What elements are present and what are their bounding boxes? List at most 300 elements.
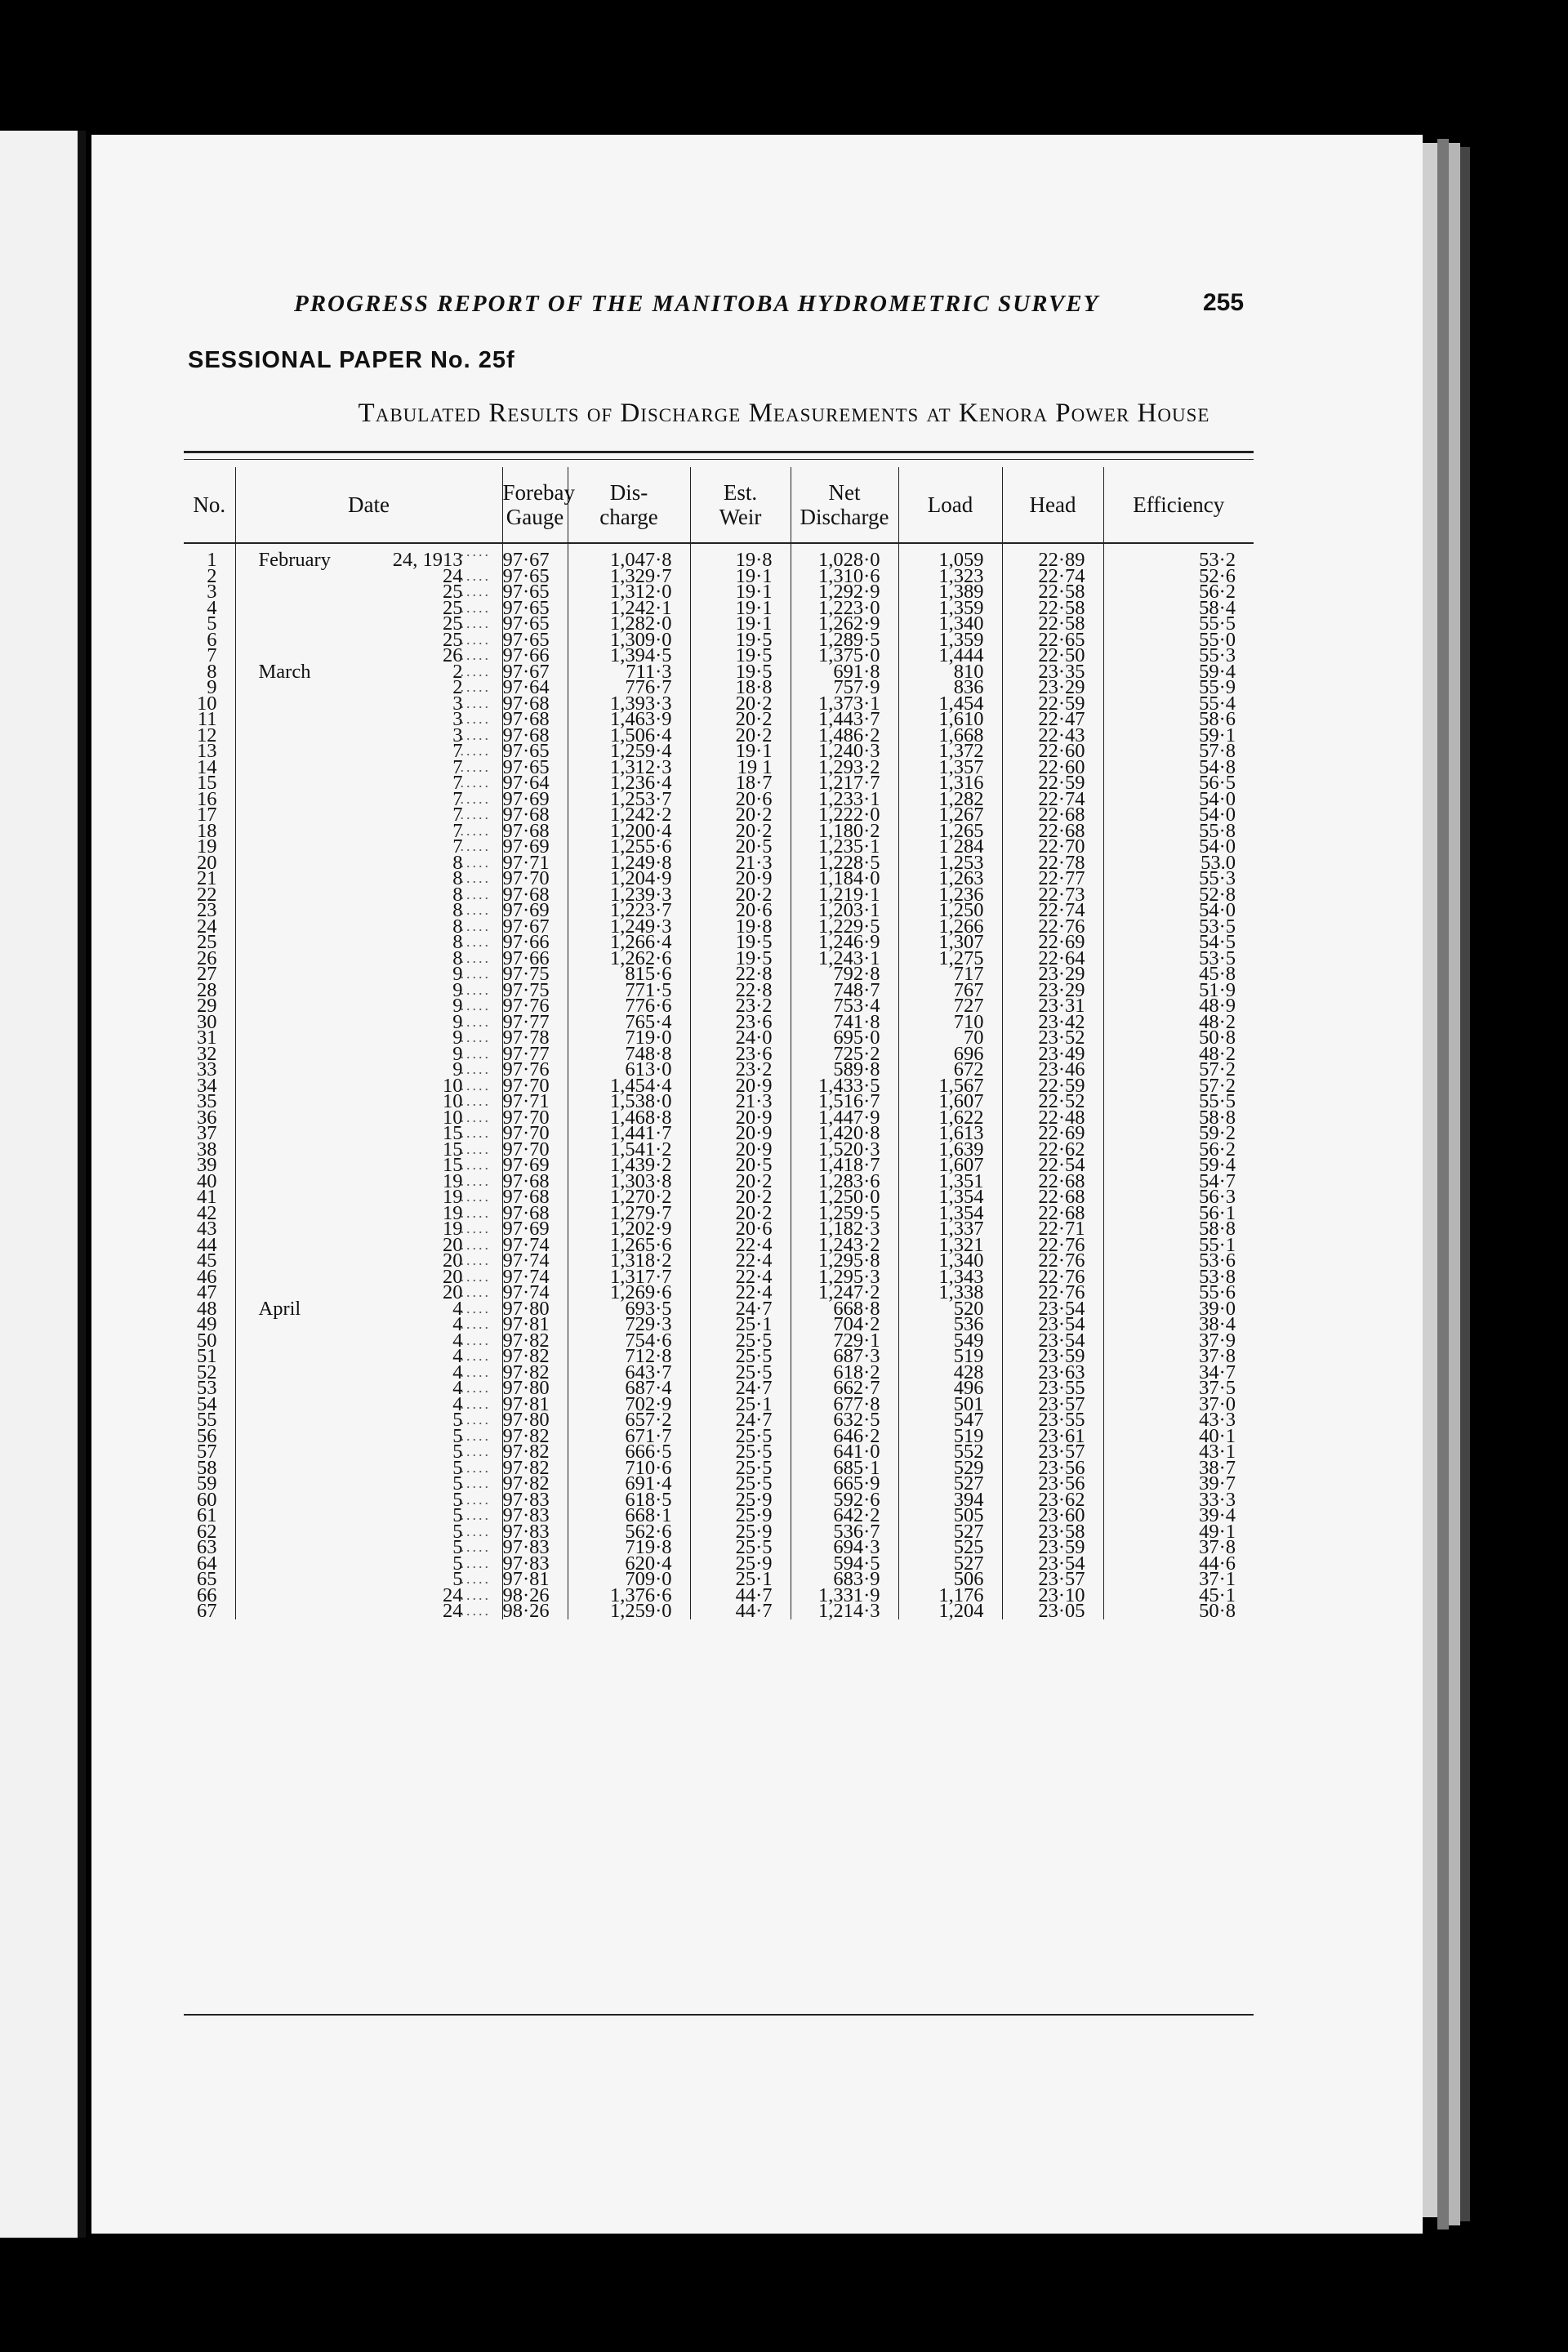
leader-dots: ..... [460, 1156, 491, 1173]
efficiency-cell: 52·6 [1103, 568, 1254, 585]
no-cell: 38 [197, 1138, 217, 1160]
no-cell: 40 [197, 1169, 217, 1192]
table-row [184, 855, 1254, 871]
net-discharge-cell: 1,228·5 [791, 855, 898, 871]
net-discharge-cell: 1,447·9 [791, 1110, 898, 1126]
date-day: 3 [452, 724, 463, 746]
head-cell: 22·76 [1002, 1285, 1103, 1301]
net-discharge-cell: 677·8 [791, 1396, 898, 1413]
discharge-cell: 1,312·3 [568, 760, 690, 776]
no-cell: 60 [197, 1488, 217, 1511]
discharge-cell: 1,236·4 [568, 775, 690, 791]
leader-dots: ..... [460, 1204, 491, 1221]
table-row [184, 1062, 1254, 1078]
date-day: 10 [443, 1074, 463, 1097]
head-cell: 23·29 [1002, 679, 1103, 696]
efficiency-cell: 59·4 [1103, 1157, 1254, 1174]
no-cell: 24 [197, 915, 217, 938]
page-edge [1423, 143, 1437, 2217]
weir-cell: 24·7 [690, 1301, 791, 1317]
efficiency-cell: 43·3 [1103, 1412, 1254, 1428]
date-day: 10 [443, 1106, 463, 1129]
leader-dots: ..... [460, 567, 491, 584]
weir-cell: 25·9 [690, 1524, 791, 1540]
no-cell: 10 [197, 692, 217, 715]
head-cell: 22·59 [1002, 775, 1103, 791]
discharge-cell: 671·7 [568, 1428, 690, 1445]
load-cell: 1,668 [898, 728, 1002, 744]
weir-cell: 18·7 [690, 775, 791, 791]
net-discharge-cell: 1,259·5 [791, 1205, 898, 1222]
load-cell: 552 [898, 1444, 1002, 1460]
table-row [184, 887, 1254, 903]
leader-dots: ..... [460, 710, 491, 727]
discharge-cell: 1,309·0 [568, 632, 690, 648]
discharge-cell: 815·6 [568, 966, 690, 982]
efficiency-cell: 54·7 [1103, 1174, 1254, 1190]
no-cell: 57 [197, 1441, 217, 1463]
leader-dots: ..... [460, 615, 491, 631]
net-discharge-cell: 1,331·9 [791, 1588, 898, 1604]
date-day: 8 [452, 867, 463, 889]
net-discharge-cell: 1,233·1 [791, 791, 898, 808]
no-cell: 43 [197, 1218, 217, 1240]
table-row [184, 839, 1254, 855]
leader-dots: ..... [460, 726, 491, 743]
head-cell: 23·49 [1002, 1046, 1103, 1062]
forebay-gauge-cell: 97·80 [502, 1412, 568, 1428]
date-day: 9 [452, 963, 463, 985]
efficiency-cell: 39·7 [1103, 1476, 1254, 1492]
table-row [184, 1508, 1254, 1524]
head-cell: 23·56 [1002, 1460, 1103, 1477]
no-cell: 59 [197, 1472, 217, 1494]
load-cell: 1,204 [898, 1603, 1002, 1619]
head-cell: 22·78 [1002, 855, 1103, 871]
table-row [184, 1285, 1254, 1301]
table-row [184, 1110, 1254, 1126]
weir-cell: 20·2 [690, 696, 791, 712]
table-row [184, 934, 1254, 951]
date-day: 24 [443, 564, 463, 587]
head-cell: 22·54 [1002, 1157, 1103, 1174]
weir-cell: 22·8 [690, 966, 791, 982]
no-cell: 28 [197, 978, 217, 1001]
weir-cell: 24·7 [690, 1412, 791, 1428]
net-discharge-cell: 536·7 [791, 1524, 898, 1540]
weir-cell: 19·5 [690, 632, 791, 648]
load-cell: 1 284 [898, 839, 1002, 855]
discharge-cell: 1,242·2 [568, 807, 690, 823]
efficiency-cell: 55·1 [1103, 1237, 1254, 1254]
efficiency-cell: 45·8 [1103, 966, 1254, 982]
discharge-cell: 657·2 [568, 1412, 690, 1428]
load-cell: 672 [898, 1062, 1002, 1078]
discharge-cell: 1,303·8 [568, 1174, 690, 1190]
head-cell: 22·68 [1002, 807, 1103, 823]
head-cell: 22·73 [1002, 887, 1103, 903]
no-cell: 4 [207, 596, 217, 619]
discharge-cell: 613·0 [568, 1062, 690, 1078]
date-day: 5 [452, 1409, 463, 1431]
no-cell: 56 [197, 1424, 217, 1447]
table-row [184, 664, 1254, 680]
leader-dots: ..... [460, 679, 491, 695]
discharge-cell: 643·7 [568, 1365, 690, 1381]
forebay-gauge-cell: 97·74 [502, 1269, 568, 1285]
leader-dots: ..... [460, 1379, 491, 1396]
efficiency-cell: 40·1 [1103, 1428, 1254, 1445]
discharge-cell: 1,394·5 [568, 648, 690, 664]
head-cell: 23·29 [1002, 982, 1103, 999]
weir-cell: 20·6 [690, 902, 791, 919]
weir-cell: 23·2 [690, 1062, 791, 1078]
leader-dots: ..... [460, 1045, 491, 1062]
no-cell: 48 [197, 1297, 217, 1320]
head-cell: 22·74 [1002, 902, 1103, 919]
efficiency-cell: 37·8 [1103, 1348, 1254, 1365]
efficiency-cell: 53·8 [1103, 1269, 1254, 1285]
forebay-gauge-cell: 97·69 [502, 1157, 568, 1174]
forebay-gauge-cell: 97·65 [502, 616, 568, 632]
discharge-cell: 1,249·3 [568, 919, 690, 935]
efficiency-cell: 55·3 [1103, 648, 1254, 664]
date-day: 20 [443, 1281, 463, 1303]
efficiency-cell: 54·0 [1103, 902, 1254, 919]
forebay-gauge-cell: 97·65 [502, 743, 568, 760]
discharge-cell: 618·5 [568, 1492, 690, 1508]
table-row [184, 807, 1254, 823]
forebay-gauge-cell: 97·74 [502, 1253, 568, 1269]
load-cell: 506 [898, 1571, 1002, 1588]
date-day: 3 [452, 692, 463, 715]
no-cell: 26 [197, 947, 217, 969]
forebay-gauge-cell: 97·81 [502, 1396, 568, 1413]
discharge-cell: 729·3 [568, 1316, 690, 1333]
load-cell: 1,316 [898, 775, 1002, 791]
discharge-cell: 1,259·0 [568, 1603, 690, 1619]
date-day: 5 [452, 1488, 463, 1511]
net-discharge-cell: 1,250·0 [791, 1189, 898, 1205]
net-discharge-cell: 662·7 [791, 1380, 898, 1396]
efficiency-cell: 56·5 [1103, 775, 1254, 791]
net-discharge-cell: 665·9 [791, 1476, 898, 1492]
net-discharge-cell: 632·5 [791, 1412, 898, 1428]
net-discharge-cell: 1,028·0 [791, 543, 898, 568]
load-cell: 1,389 [898, 584, 1002, 600]
forebay-gauge-cell: 97·69 [502, 1221, 568, 1237]
discharge-cell: 693·5 [568, 1301, 690, 1317]
net-discharge-cell: 1,240·3 [791, 743, 898, 760]
leader-dots: ..... [460, 1586, 491, 1603]
page-number: 255 [1203, 289, 1245, 316]
load-cell: 1,321 [898, 1237, 1002, 1254]
head-cell: 22·62 [1002, 1142, 1103, 1158]
forebay-gauge-cell: 97·66 [502, 648, 568, 664]
load-cell: 1,340 [898, 1253, 1002, 1269]
weir-cell: 20·2 [690, 807, 791, 823]
load-cell: 1,622 [898, 1110, 1002, 1126]
leader-dots: ..... [460, 1172, 491, 1189]
discharge-cell: 1,270·2 [568, 1189, 690, 1205]
no-cell: 2 [207, 564, 217, 587]
table-row [184, 1269, 1254, 1285]
forebay-gauge-cell: 97·78 [502, 1030, 568, 1046]
leader-dots: ..... [460, 599, 491, 616]
load-cell: 1,282 [898, 791, 1002, 808]
table-row [184, 1380, 1254, 1396]
table-row [184, 1396, 1254, 1413]
efficiency-cell: 39·4 [1103, 1508, 1254, 1524]
efficiency-cell: 55·9 [1103, 679, 1254, 696]
discharge-cell: 1,279·7 [568, 1205, 690, 1222]
table-row [184, 902, 1254, 919]
forebay-gauge-cell: 97·81 [502, 1571, 568, 1588]
leader-dots: ..... [460, 790, 491, 807]
leader-dots: ..... [460, 1188, 491, 1205]
discharge-cell: 1,329·7 [568, 568, 690, 585]
date-day: 9 [452, 1042, 463, 1065]
load-cell: 767 [898, 982, 1002, 999]
net-discharge-cell: 1,243·2 [791, 1237, 898, 1254]
weir-cell: 25·9 [690, 1508, 791, 1524]
leader-dots: ..... [460, 1522, 491, 1539]
discharge-cell: 702·9 [568, 1396, 690, 1413]
table-row [184, 679, 1254, 696]
table-row [184, 823, 1254, 840]
forebay-gauge-cell: 97·76 [502, 998, 568, 1014]
weir-cell: 21·3 [690, 855, 791, 871]
leader-dots: ..... [460, 806, 491, 822]
efficiency-cell: 37·8 [1103, 1539, 1254, 1556]
net-discharge-cell: 1,433·5 [791, 1078, 898, 1094]
head-cell: 22·69 [1002, 1125, 1103, 1142]
date-day: 25 [443, 596, 463, 619]
date-day: 5 [452, 1441, 463, 1463]
net-discharge-cell: 641·0 [791, 1444, 898, 1460]
no-cell: 19 [197, 835, 217, 858]
net-discharge-cell: 691·8 [791, 664, 898, 680]
no-cell: 16 [197, 787, 217, 810]
no-cell: 20 [197, 851, 217, 874]
date-day: 8 [452, 931, 463, 953]
leader-dots: ..... [460, 1363, 491, 1380]
no-cell: 30 [197, 1010, 217, 1033]
no-cell: 3 [207, 581, 217, 603]
efficiency-cell: 33·3 [1103, 1492, 1254, 1508]
weir-cell: 19 1 [690, 760, 791, 776]
no-cell: 31 [197, 1027, 217, 1049]
discharge-cell: 776·6 [568, 998, 690, 1014]
head-cell: 23·59 [1002, 1348, 1103, 1365]
head-cell: 23·60 [1002, 1508, 1103, 1524]
head-cell: 22·59 [1002, 1078, 1103, 1094]
date-day: 4 [452, 1392, 463, 1415]
forebay-gauge-cell: 97·74 [502, 1285, 568, 1301]
weir-cell: 20·2 [690, 887, 791, 903]
load-cell: 1,265 [898, 823, 1002, 840]
head-cell: 23·52 [1002, 1030, 1103, 1046]
running-title: PROGRESS REPORT OF THE MANITOBA HYDROMETRIC SURVEY [294, 291, 1100, 317]
net-discharge-cell: 642·2 [791, 1508, 898, 1524]
forebay-gauge-cell: 97·68 [502, 696, 568, 712]
head-cell: 23·35 [1002, 664, 1103, 680]
discharge-cell: 710·6 [568, 1460, 690, 1477]
no-cell: 58 [197, 1456, 217, 1479]
no-cell: 67 [197, 1600, 217, 1622]
efficiency-cell: 48·2 [1103, 1046, 1254, 1062]
table-row [184, 1046, 1254, 1062]
forebay-gauge-cell: 97·83 [502, 1556, 568, 1572]
leader-dots: ..... [460, 1013, 491, 1030]
net-discharge-cell: 1,243·1 [791, 951, 898, 967]
weir-cell: 22·4 [690, 1253, 791, 1269]
table-row [184, 1603, 1254, 1619]
load-cell: 394 [898, 1492, 1002, 1508]
weir-cell: 19·1 [690, 600, 791, 617]
discharge-cell: 1,202·9 [568, 1221, 690, 1237]
leader-dots: ..... [460, 1093, 491, 1109]
date-day: 25 [443, 581, 463, 603]
discharge-cell: 1,282·0 [568, 616, 690, 632]
load-cell: 1,307 [898, 934, 1002, 951]
weir-cell: 20·5 [690, 1157, 791, 1174]
weir-cell: 20·2 [690, 1189, 791, 1205]
load-cell: 1,263 [898, 871, 1002, 887]
efficiency-cell: 58·8 [1103, 1221, 1254, 1237]
discharge-cell: 765·4 [568, 1014, 690, 1031]
head-cell: 22·69 [1002, 934, 1103, 951]
forebay-gauge-cell: 97·82 [502, 1348, 568, 1365]
head-cell: 22·76 [1002, 919, 1103, 935]
table-row [184, 1014, 1254, 1031]
table-row [184, 1237, 1254, 1254]
net-discharge-cell: 1,373·1 [791, 696, 898, 712]
load-cell: 1,253 [898, 855, 1002, 871]
leader-dots: ..... [460, 1029, 491, 1045]
head-cell: 22·68 [1002, 1205, 1103, 1222]
head-cell: 23·46 [1002, 1062, 1103, 1078]
head-cell: 22·76 [1002, 1269, 1103, 1285]
net-discharge-cell: 1,262·9 [791, 616, 898, 632]
net-discharge-cell: 1,219·1 [791, 887, 898, 903]
bottom-rule [184, 2014, 1254, 2016]
table-row [184, 791, 1254, 808]
date-day: 8 [452, 899, 463, 921]
date-day: 4 [452, 1345, 463, 1367]
no-cell: 27 [197, 963, 217, 985]
page-edge [1437, 139, 1449, 2230]
forebay-gauge-cell: 97·77 [502, 1046, 568, 1062]
date-day: 9 [452, 995, 463, 1017]
date-day: 4 [452, 1297, 463, 1320]
discharge-cell: 719·8 [568, 1539, 690, 1556]
table-row [184, 919, 1254, 935]
table-row [184, 616, 1254, 632]
table-row [184, 1524, 1254, 1540]
weir-cell: 20·2 [690, 711, 791, 728]
forebay-gauge-cell: 97·82 [502, 1365, 568, 1381]
no-cell: 37 [197, 1122, 217, 1144]
top-rule [184, 451, 1254, 453]
net-discharge-cell: 1,222·0 [791, 807, 898, 823]
date-day: 4 [452, 1329, 463, 1352]
date-day: 5 [452, 1568, 463, 1590]
head-cell: 22·50 [1002, 648, 1103, 664]
table-row [184, 951, 1254, 967]
weir-cell: 25·5 [690, 1348, 791, 1365]
leader-dots: ..... [460, 1076, 491, 1094]
efficiency-cell: 45·1 [1103, 1588, 1254, 1604]
no-cell: 42 [197, 1201, 217, 1224]
date-day: 5 [452, 1472, 463, 1494]
weir-cell: 18·8 [690, 679, 791, 696]
date-day: 2 [452, 676, 463, 698]
weir-cell: 20·2 [690, 823, 791, 840]
date-day: 8 [452, 947, 463, 969]
load-cell: 501 [898, 1396, 1002, 1413]
no-cell: 65 [197, 1568, 217, 1590]
discharge-cell: 1,204·9 [568, 871, 690, 887]
discharge-cell: 1,047·8 [568, 543, 690, 568]
forebay-gauge-cell: 97·83 [502, 1524, 568, 1540]
no-cell: 63 [197, 1536, 217, 1558]
load-cell: 1,357 [898, 760, 1002, 776]
table-row [184, 1125, 1254, 1142]
load-cell: 1,372 [898, 743, 1002, 760]
head-cell: 23·54 [1002, 1301, 1103, 1317]
load-cell: 1,454 [898, 696, 1002, 712]
weir-cell: 19·1 [690, 568, 791, 585]
weir-cell: 20·2 [690, 728, 791, 744]
net-discharge-cell: 1,289·5 [791, 632, 898, 648]
leader-dots: ..... [460, 630, 491, 648]
efficiency-cell: 56·3 [1103, 1189, 1254, 1205]
load-cell: 1,266 [898, 919, 1002, 935]
load-cell: 696 [898, 1046, 1002, 1062]
weir-cell: 25·5 [690, 1460, 791, 1477]
no-cell: 6 [207, 628, 217, 651]
no-cell: 51 [197, 1345, 217, 1367]
leader-dots: ..... [460, 838, 491, 854]
net-discharge-cell: 1,229·5 [791, 919, 898, 935]
leader-dots: ..... [460, 965, 491, 982]
forebay-gauge-cell: 97·70 [502, 871, 568, 887]
leader-dots: ..... [460, 1490, 491, 1508]
efficiency-cell: 48·9 [1103, 998, 1254, 1014]
efficiency-cell: 58·8 [1103, 1110, 1254, 1126]
weir-cell: 20·6 [690, 791, 791, 808]
date-day: 4 [452, 1361, 463, 1383]
head-cell: 23·59 [1002, 1539, 1103, 1556]
table-header-row [184, 467, 1254, 543]
leader-dots: ..... [460, 1125, 491, 1141]
forebay-gauge-cell: 97·68 [502, 823, 568, 840]
efficiency-cell: 53.0 [1103, 855, 1254, 871]
table-row [184, 966, 1254, 982]
no-cell: 45 [197, 1250, 217, 1272]
efficiency-cell: 54·0 [1103, 791, 1254, 808]
table-row [184, 1476, 1254, 1492]
table-row [184, 1078, 1254, 1094]
table-row [184, 760, 1254, 776]
net-discharge-cell: 1,295·3 [791, 1269, 898, 1285]
net-discharge-cell: 685·1 [791, 1460, 898, 1477]
efficiency-cell: 57·8 [1103, 743, 1254, 760]
forebay-gauge-cell: 97·69 [502, 902, 568, 919]
head-cell: 22·71 [1002, 1221, 1103, 1237]
net-discharge-cell: 704·2 [791, 1316, 898, 1333]
